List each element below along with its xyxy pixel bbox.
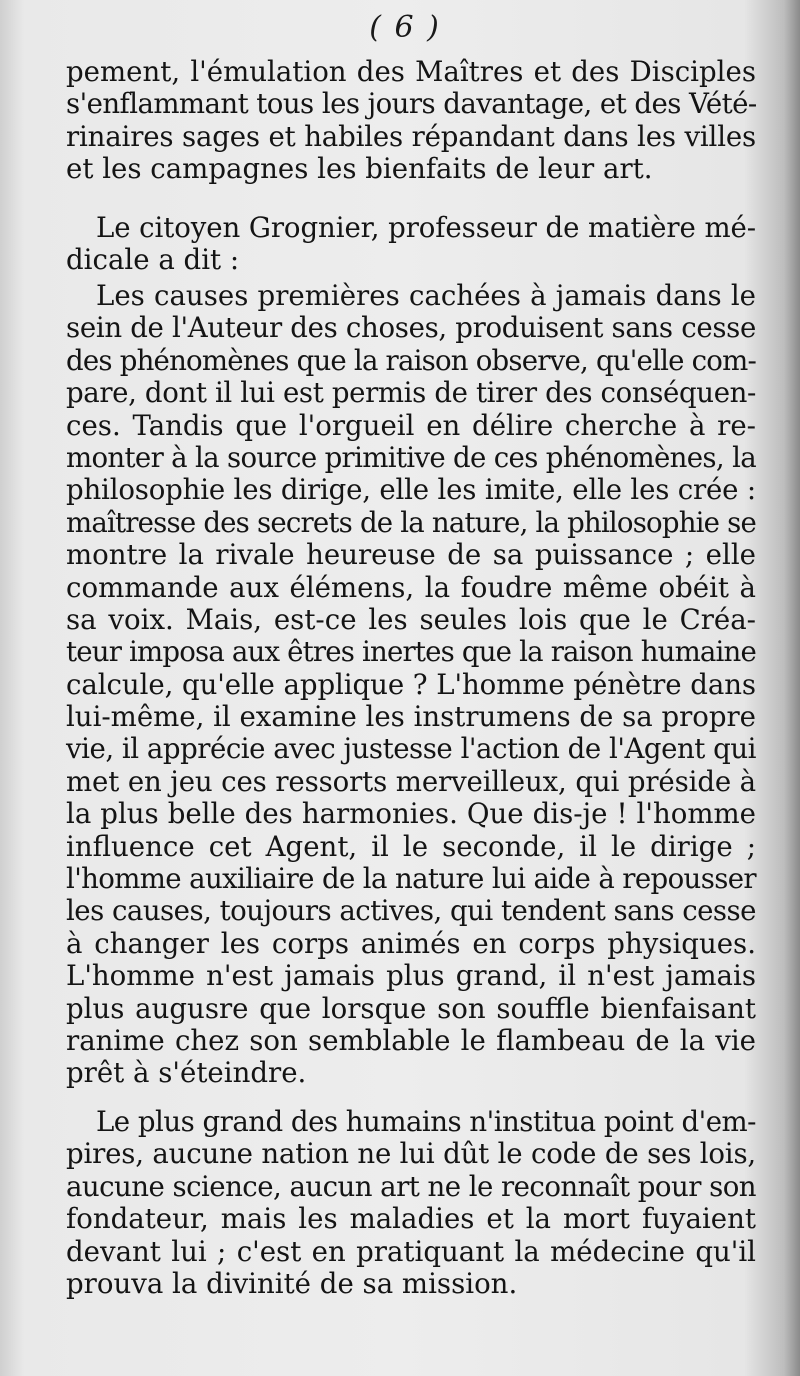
paragraph-continuation — [66, 56, 756, 186]
text-line: influence cet Agent, il le seconde, il le dirige ; — [66, 829, 756, 863]
text-line: sein de l'Auteur des choses, produisent sans cesse — [66, 311, 756, 345]
text-line: monter à la source primitive de ces phénomènes, la — [66, 440, 756, 474]
text-line: montre la rivale heureuse de sa puissance ; elle — [66, 538, 756, 572]
paragraph-speech — [66, 280, 756, 1090]
text-line: commande aux élémens, la foudre même obéit à — [66, 570, 756, 604]
text-line: pement, l'émulation des Maîtres et des Disciples — [66, 55, 756, 88]
text-line: sa voix. Mais, est-ce les seules lois que le Créa- — [66, 602, 756, 636]
text-line: rinaires sages et habiles répandant dans les villes — [66, 119, 756, 153]
page-number: ( 6 ) — [369, 10, 441, 45]
text-line: Le citoyen Grognier, professeur de matière mé- — [96, 211, 756, 244]
text-line: les causes, toujours actives, qui tendent sans cesse — [66, 894, 756, 928]
text-line: met en jeu ces ressorts merveilleux, qui préside à — [66, 764, 756, 798]
text-line: dicale a dit : — [66, 243, 240, 277]
text-line: des phénomènes que la raison observe, qu'elle com- — [66, 343, 756, 377]
text-line: et les campagnes les bienfaits de leur art. — [66, 152, 653, 186]
text-line: devant lui ; c'est en pratiquant la médecine qu'il — [66, 1234, 756, 1268]
text-line: vie, il apprécie avec justesse l'action de l'Agent qui — [66, 732, 756, 766]
text-line: L'homme n'est jamais plus grand, il n'est jamais — [66, 959, 756, 993]
text-line: plus augusre que lorsque son souffle bienfaisant — [66, 991, 756, 1025]
text-line: Les causes premières cachées à jamais dans le — [96, 279, 756, 312]
text-line: pires, aucune nation ne lui dût le code de ses lois, — [66, 1137, 756, 1171]
text-line: à changer les corps animés en corps physiques. — [66, 926, 756, 960]
text-line: prêt à s'éteindre. — [66, 1056, 307, 1090]
text-line: calcule, qu'elle applique ? L'homme pénètre dans — [66, 667, 756, 701]
text-line: aucune science, aucun art ne le reconnaît pour son — [66, 1169, 756, 1203]
text-line: maîtresse des secrets de la nature, la philosophie se — [66, 505, 756, 539]
paragraph-final — [66, 1106, 756, 1300]
text-line: teur imposa aux êtres inertes que la raison humaine — [66, 635, 756, 669]
text-line: Le plus grand des humains n'institua point d'em- — [96, 1105, 756, 1138]
paragraph-speaker-intro — [66, 212, 756, 277]
text-line: ces. Tandis que l'orgueil en délire cherche à re- — [66, 408, 756, 442]
text-line: pare, dont il lui est permis de tirer des conséquen- — [66, 376, 756, 410]
text-line: prouva la divinité de sa mission. — [66, 1266, 518, 1300]
text-line: la plus belle des harmonies. Que dis-je ! l'homme — [66, 797, 756, 831]
text-line: philosophie les dirige, elle les imite, elle les crée : — [66, 473, 756, 507]
text-line: l'homme auxiliaire de la nature lui aide à repousser — [66, 862, 756, 896]
text-line: lui-même, il examine les instrumens de sa propre — [66, 700, 756, 734]
text-line: s'enflammant tous les jours davantage, et des Vété- — [66, 87, 757, 121]
text-line: ranime chez son semblable le flambeau de la vie — [66, 1023, 756, 1057]
text-line: fondateur, mais les maladies et la mort fuyaient — [66, 1202, 756, 1236]
